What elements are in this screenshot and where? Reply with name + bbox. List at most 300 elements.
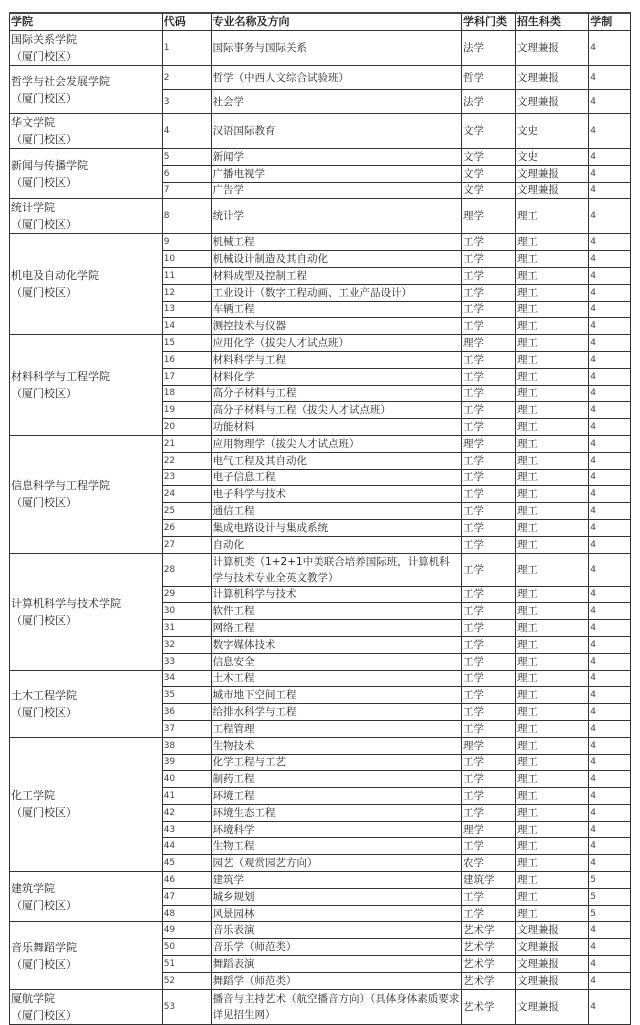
table-row — [10, 66, 631, 90]
header-college: 学院 — [10, 13, 163, 31]
major-cell: 社会学 — [211, 90, 461, 114]
major-cell: 测控技术与仪器 — [211, 318, 461, 335]
discipline-cell: 工学 — [461, 720, 515, 737]
major-cell: 统计学 — [211, 199, 461, 234]
college-name: 哲学与社会发展学院 — [11, 74, 110, 88]
category-cell: 理工 — [515, 536, 588, 553]
table-row — [10, 872, 631, 889]
table-row — [10, 435, 631, 452]
code-cell: 22 — [162, 452, 211, 469]
discipline-cell: 工学 — [461, 469, 515, 486]
major-cell: 音乐学（师范类） — [211, 939, 461, 956]
major-cell: 舞蹈表演 — [211, 956, 461, 973]
category-cell: 理工 — [515, 251, 588, 268]
code-cell: 11 — [162, 267, 211, 284]
category-cell: 理工 — [515, 704, 588, 721]
category-cell: 文理兼报 — [515, 165, 588, 182]
category-cell: 理工 — [515, 519, 588, 536]
college-cell — [10, 66, 163, 114]
code-cell: 17 — [162, 368, 211, 385]
major-cell: 环境生态工程 — [211, 804, 461, 821]
discipline-cell: 工学 — [461, 267, 515, 284]
years-cell: 4 — [589, 687, 631, 704]
code-cell: 37 — [162, 720, 211, 737]
major-cell: 计算机科学与技术 — [211, 586, 461, 603]
college-campus: （厦门校区） — [11, 175, 77, 189]
college-cell — [10, 234, 163, 335]
table-row — [10, 199, 631, 234]
years-cell: 4 — [589, 737, 631, 754]
years-cell: 4 — [589, 114, 631, 149]
years-cell: 4 — [589, 419, 631, 436]
years-cell: 4 — [589, 603, 631, 620]
major-cell: 土木工程 — [211, 670, 461, 687]
code-cell: 15 — [162, 335, 211, 352]
discipline-cell: 工学 — [461, 385, 515, 402]
years-cell: 4 — [589, 804, 631, 821]
discipline-cell: 工学 — [461, 503, 515, 520]
years-cell: 4 — [589, 704, 631, 721]
code-cell: 7 — [162, 182, 211, 199]
college-name: 材料科学与工程学院 — [11, 370, 110, 384]
years-cell: 4 — [589, 435, 631, 452]
college-name: 音乐舞蹈学院 — [11, 940, 77, 954]
college-campus: （厦门校区） — [11, 286, 77, 300]
category-cell: 理工 — [515, 670, 588, 687]
discipline-cell: 工学 — [461, 419, 515, 436]
years-cell: 4 — [589, 838, 631, 855]
category-cell: 文理兼报 — [515, 182, 588, 199]
years-cell: 4 — [589, 553, 631, 586]
college-campus: （厦门校区） — [11, 898, 77, 912]
college-campus: （厦门校区） — [11, 1008, 77, 1022]
years-cell: 4 — [589, 90, 631, 114]
years-cell: 4 — [589, 165, 631, 182]
code-cell: 50 — [162, 939, 211, 956]
years-cell: 4 — [589, 956, 631, 973]
code-cell: 52 — [162, 972, 211, 989]
major-cell: 网络工程 — [211, 620, 461, 637]
years-cell: 4 — [589, 267, 631, 284]
category-cell: 理工 — [515, 469, 588, 486]
years-cell: 4 — [589, 469, 631, 486]
years-cell: 4 — [589, 771, 631, 788]
code-cell: 19 — [162, 402, 211, 419]
discipline-cell: 工学 — [461, 838, 515, 855]
college-cell — [10, 989, 163, 1024]
discipline-cell: 工学 — [461, 251, 515, 268]
code-cell: 2 — [162, 66, 211, 90]
college-name: 华文学院 — [11, 116, 55, 129]
category-cell: 理工 — [515, 754, 588, 771]
college-campus: （厦门校区） — [11, 218, 77, 232]
category-cell: 理工 — [515, 603, 588, 620]
major-cell: 信息安全 — [211, 653, 461, 670]
table-row — [10, 234, 631, 251]
discipline-cell: 工学 — [461, 620, 515, 637]
college-campus: （厦门校区） — [11, 50, 77, 63]
college-name: 厦航学院 — [11, 991, 55, 1005]
code-cell: 20 — [162, 419, 211, 436]
code-cell: 28 — [162, 553, 211, 586]
code-cell: 14 — [162, 318, 211, 335]
code-cell: 33 — [162, 653, 211, 670]
category-cell: 理工 — [515, 771, 588, 788]
category-cell: 理工 — [515, 402, 588, 419]
category-cell: 理工 — [515, 586, 588, 603]
college-cell — [10, 922, 163, 989]
years-cell: 4 — [589, 939, 631, 956]
category-cell: 理工 — [515, 284, 588, 301]
discipline-cell: 工学 — [461, 519, 515, 536]
category-cell: 文史 — [515, 149, 588, 166]
code-cell: 44 — [162, 838, 211, 855]
discipline-cell: 农学 — [461, 855, 515, 872]
college-campus: （厦门校区） — [11, 705, 77, 719]
category-cell: 文理兼报 — [515, 922, 588, 939]
code-cell: 9 — [162, 234, 211, 251]
college-cell — [10, 872, 163, 922]
category-cell: 理工 — [515, 199, 588, 234]
years-cell: 5 — [589, 872, 631, 889]
major-cell: 材料成型及控制工程 — [211, 267, 461, 284]
major-cell: 工业设计（数字工程动画、工业产品设计） — [211, 284, 461, 301]
category-cell: 理工 — [515, 486, 588, 503]
college-name: 信息科学与工程学院 — [11, 479, 110, 493]
table-row — [10, 335, 631, 352]
discipline-cell: 工学 — [461, 452, 515, 469]
discipline-cell: 工学 — [461, 536, 515, 553]
category-cell: 理工 — [515, 234, 588, 251]
years-cell: 4 — [589, 182, 631, 199]
major-cell: 播音与主持艺术（航空播音方向）（具体身体素质要求详见招生网） — [211, 989, 461, 1024]
table-row — [10, 989, 631, 1024]
code-cell: 34 — [162, 670, 211, 687]
category-cell: 理工 — [515, 788, 588, 805]
major-cell: 车辆工程 — [211, 301, 461, 318]
major-cell: 广播电视学 — [211, 165, 461, 182]
category-cell: 文理兼报 — [515, 90, 588, 114]
major-cell: 软件工程 — [211, 603, 461, 620]
discipline-cell: 建筑学 — [461, 872, 515, 889]
code-cell: 23 — [162, 469, 211, 486]
table-row — [10, 670, 631, 687]
discipline-cell: 工学 — [461, 754, 515, 771]
major-cell: 汉语国际教育 — [211, 114, 461, 149]
major-cell: 机械设计制造及其自动化 — [211, 251, 461, 268]
category-cell: 理工 — [515, 419, 588, 436]
table-row — [10, 922, 631, 939]
major-cell: 城市地下空间工程 — [211, 687, 461, 704]
years-cell: 5 — [589, 888, 631, 905]
category-cell: 文理兼报 — [515, 31, 588, 66]
category-cell: 理工 — [515, 687, 588, 704]
discipline-cell: 工学 — [461, 670, 515, 687]
college-cell — [10, 31, 163, 66]
years-cell: 4 — [589, 385, 631, 402]
category-cell: 理工 — [515, 888, 588, 905]
discipline-cell: 理学 — [461, 199, 515, 234]
header-row — [10, 13, 631, 31]
years-cell: 4 — [589, 670, 631, 687]
table-row — [10, 149, 631, 166]
years-cell: 4 — [589, 620, 631, 637]
table-row — [10, 114, 631, 149]
college-campus: （厦门校区） — [11, 613, 77, 627]
years-cell: 4 — [589, 855, 631, 872]
major-cell: 集成电路设计与集成系统 — [211, 519, 461, 536]
discipline-cell: 法学 — [461, 31, 515, 66]
category-cell: 理工 — [515, 905, 588, 922]
header-code: 代码 — [162, 13, 211, 31]
college-cell — [10, 553, 163, 670]
college-name: 化工学院 — [11, 789, 55, 803]
years-cell: 4 — [589, 720, 631, 737]
years-cell: 4 — [589, 318, 631, 335]
header-category: 招生科类 — [515, 13, 588, 31]
category-cell: 文理兼报 — [515, 66, 588, 90]
code-cell: 8 — [162, 199, 211, 234]
major-cell: 舞蹈学（师范类） — [211, 972, 461, 989]
major-cell: 生物技术 — [211, 737, 461, 754]
years-cell: 5 — [589, 905, 631, 922]
discipline-cell: 工学 — [461, 351, 515, 368]
major-cell: 材料科学与工程 — [211, 351, 461, 368]
discipline-cell: 艺术学 — [461, 922, 515, 939]
discipline-cell: 艺术学 — [461, 939, 515, 956]
major-cell: 音乐表演 — [211, 922, 461, 939]
college-cell — [10, 335, 163, 436]
code-cell: 40 — [162, 771, 211, 788]
category-cell: 理工 — [515, 855, 588, 872]
category-cell: 文理兼报 — [515, 939, 588, 956]
discipline-cell: 工学 — [461, 301, 515, 318]
code-cell: 36 — [162, 704, 211, 721]
discipline-cell: 理学 — [461, 435, 515, 452]
years-cell: 4 — [589, 452, 631, 469]
major-cell: 城乡规划 — [211, 888, 461, 905]
discipline-cell: 工学 — [461, 586, 515, 603]
table-row — [10, 737, 631, 754]
code-cell: 12 — [162, 284, 211, 301]
college-name: 新闻与传播学院 — [11, 158, 88, 172]
code-cell: 10 — [162, 251, 211, 268]
category-cell: 理工 — [515, 872, 588, 889]
code-cell: 16 — [162, 351, 211, 368]
years-cell: 4 — [589, 586, 631, 603]
discipline-cell: 理学 — [461, 737, 515, 754]
code-cell: 26 — [162, 519, 211, 536]
major-cell: 生物工程 — [211, 838, 461, 855]
years-cell: 4 — [589, 821, 631, 838]
code-cell: 53 — [162, 989, 211, 1024]
major-cell: 功能材料 — [211, 419, 461, 436]
category-cell: 理工 — [515, 503, 588, 520]
category-cell: 理工 — [515, 636, 588, 653]
category-cell: 理工 — [515, 267, 588, 284]
category-cell: 文理兼报 — [515, 956, 588, 973]
major-cell: 风景园林 — [211, 905, 461, 922]
discipline-cell: 工学 — [461, 603, 515, 620]
college-name: 建筑学院 — [11, 881, 55, 895]
code-cell: 48 — [162, 905, 211, 922]
code-cell: 31 — [162, 620, 211, 637]
code-cell: 30 — [162, 603, 211, 620]
years-cell: 4 — [589, 536, 631, 553]
college-name: 土木工程学院 — [11, 688, 77, 702]
code-cell: 43 — [162, 821, 211, 838]
category-cell: 理工 — [515, 653, 588, 670]
discipline-cell: 工学 — [461, 653, 515, 670]
discipline-cell: 艺术学 — [461, 956, 515, 973]
years-cell: 4 — [589, 335, 631, 352]
code-cell: 18 — [162, 385, 211, 402]
years-cell: 4 — [589, 351, 631, 368]
years-cell: 4 — [589, 503, 631, 520]
discipline-cell: 工学 — [461, 402, 515, 419]
major-cell: 建筑学 — [211, 872, 461, 889]
discipline-cell: 工学 — [461, 318, 515, 335]
table-row — [10, 553, 631, 586]
major-cell: 国际事务与国际关系 — [211, 31, 461, 66]
discipline-cell: 工学 — [461, 888, 515, 905]
discipline-cell: 工学 — [461, 636, 515, 653]
category-cell: 理工 — [515, 620, 588, 637]
college-campus: （厦门校区） — [11, 91, 77, 105]
category-cell: 理工 — [515, 435, 588, 452]
discipline-cell: 工学 — [461, 704, 515, 721]
major-cell: 哲学（中西人文综合试验班） — [211, 66, 461, 90]
years-cell: 4 — [589, 199, 631, 234]
code-cell: 32 — [162, 636, 211, 653]
code-cell: 46 — [162, 872, 211, 889]
category-cell: 理工 — [515, 737, 588, 754]
category-cell: 文史 — [515, 114, 588, 149]
college-name: 机电及自动化学院 — [11, 269, 99, 283]
major-cell: 电子信息工程 — [211, 469, 461, 486]
code-cell: 24 — [162, 486, 211, 503]
discipline-cell: 理学 — [461, 335, 515, 352]
college-campus: （厦门校区） — [11, 133, 77, 146]
college-cell — [10, 435, 163, 553]
category-cell: 理工 — [515, 553, 588, 586]
major-cell: 工程管理 — [211, 720, 461, 737]
years-cell: 4 — [589, 31, 631, 66]
college-cell — [10, 114, 163, 149]
code-cell: 29 — [162, 586, 211, 603]
years-cell: 4 — [589, 754, 631, 771]
category-cell: 理工 — [515, 301, 588, 318]
discipline-cell: 法学 — [461, 90, 515, 114]
major-cell: 应用物理学（拔尖人才试点班） — [211, 435, 461, 452]
code-cell: 1 — [162, 31, 211, 66]
code-cell: 35 — [162, 687, 211, 704]
table-body — [10, 31, 631, 1025]
discipline-cell: 文学 — [461, 114, 515, 149]
years-cell: 4 — [589, 989, 631, 1024]
discipline-cell: 理学 — [461, 821, 515, 838]
category-cell: 理工 — [515, 368, 588, 385]
discipline-cell: 工学 — [461, 788, 515, 805]
category-cell: 理工 — [515, 318, 588, 335]
discipline-cell: 艺术学 — [461, 989, 515, 1024]
college-campus: （厦门校区） — [11, 806, 77, 820]
college-campus: （厦门校区） — [11, 387, 77, 401]
code-cell: 27 — [162, 536, 211, 553]
major-cell: 电子科学与技术 — [211, 486, 461, 503]
header-years: 学制 — [589, 13, 631, 31]
category-cell: 理工 — [515, 385, 588, 402]
major-cell: 环境工程 — [211, 788, 461, 805]
college-name: 统计学院 — [11, 201, 55, 215]
major-cell: 给排水科学与工程 — [211, 704, 461, 721]
discipline-cell: 文学 — [461, 182, 515, 199]
major-cell: 应用化学（拔尖人才试点班） — [211, 335, 461, 352]
years-cell: 4 — [589, 972, 631, 989]
college-cell — [10, 670, 163, 737]
code-cell: 42 — [162, 804, 211, 821]
category-cell: 理工 — [515, 821, 588, 838]
header-major: 专业名称及方向 — [211, 13, 461, 31]
category-cell: 理工 — [515, 351, 588, 368]
code-cell: 13 — [162, 301, 211, 318]
years-cell: 4 — [589, 653, 631, 670]
category-cell: 理工 — [515, 452, 588, 469]
major-cell: 高分子材料与工程 — [211, 385, 461, 402]
discipline-cell: 艺术学 — [461, 972, 515, 989]
discipline-cell: 哲学 — [461, 66, 515, 90]
discipline-cell: 工学 — [461, 284, 515, 301]
major-cell: 制药工程 — [211, 771, 461, 788]
major-cell: 自动化 — [211, 536, 461, 553]
code-cell: 4 — [162, 114, 211, 149]
major-cell: 园艺（观赏园艺方向） — [211, 855, 461, 872]
code-cell: 21 — [162, 435, 211, 452]
years-cell: 4 — [589, 636, 631, 653]
years-cell: 4 — [589, 402, 631, 419]
major-cell: 新闻学 — [211, 149, 461, 166]
college-cell — [10, 149, 163, 199]
code-cell: 45 — [162, 855, 211, 872]
code-cell: 5 — [162, 149, 211, 166]
years-cell: 4 — [589, 66, 631, 90]
years-cell: 4 — [589, 301, 631, 318]
code-cell: 6 — [162, 165, 211, 182]
college-campus: （厦门校区） — [11, 496, 77, 510]
major-cell: 广告学 — [211, 182, 461, 199]
discipline-cell: 工学 — [461, 234, 515, 251]
category-cell: 理工 — [515, 804, 588, 821]
major-cell: 计算机类（1+2+1中美联合培养国际班，计算机科学与技术专业全英文教学） — [211, 553, 461, 586]
code-cell: 51 — [162, 956, 211, 973]
college-name: 国际关系学院 — [11, 33, 77, 46]
discipline-cell: 文学 — [461, 165, 515, 182]
code-cell: 49 — [162, 922, 211, 939]
college-campus: （厦门校区） — [11, 957, 77, 971]
code-cell: 41 — [162, 788, 211, 805]
discipline-cell: 工学 — [461, 905, 515, 922]
code-cell: 47 — [162, 888, 211, 905]
years-cell: 4 — [589, 368, 631, 385]
major-cell: 高分子材料与工程（拔尖人才试点班） — [211, 402, 461, 419]
code-cell: 39 — [162, 754, 211, 771]
discipline-cell: 工学 — [461, 687, 515, 704]
college-name: 计算机科学与技术学院 — [11, 596, 121, 610]
discipline-cell: 工学 — [461, 771, 515, 788]
years-cell: 4 — [589, 922, 631, 939]
years-cell: 4 — [589, 486, 631, 503]
discipline-cell: 工学 — [461, 486, 515, 503]
